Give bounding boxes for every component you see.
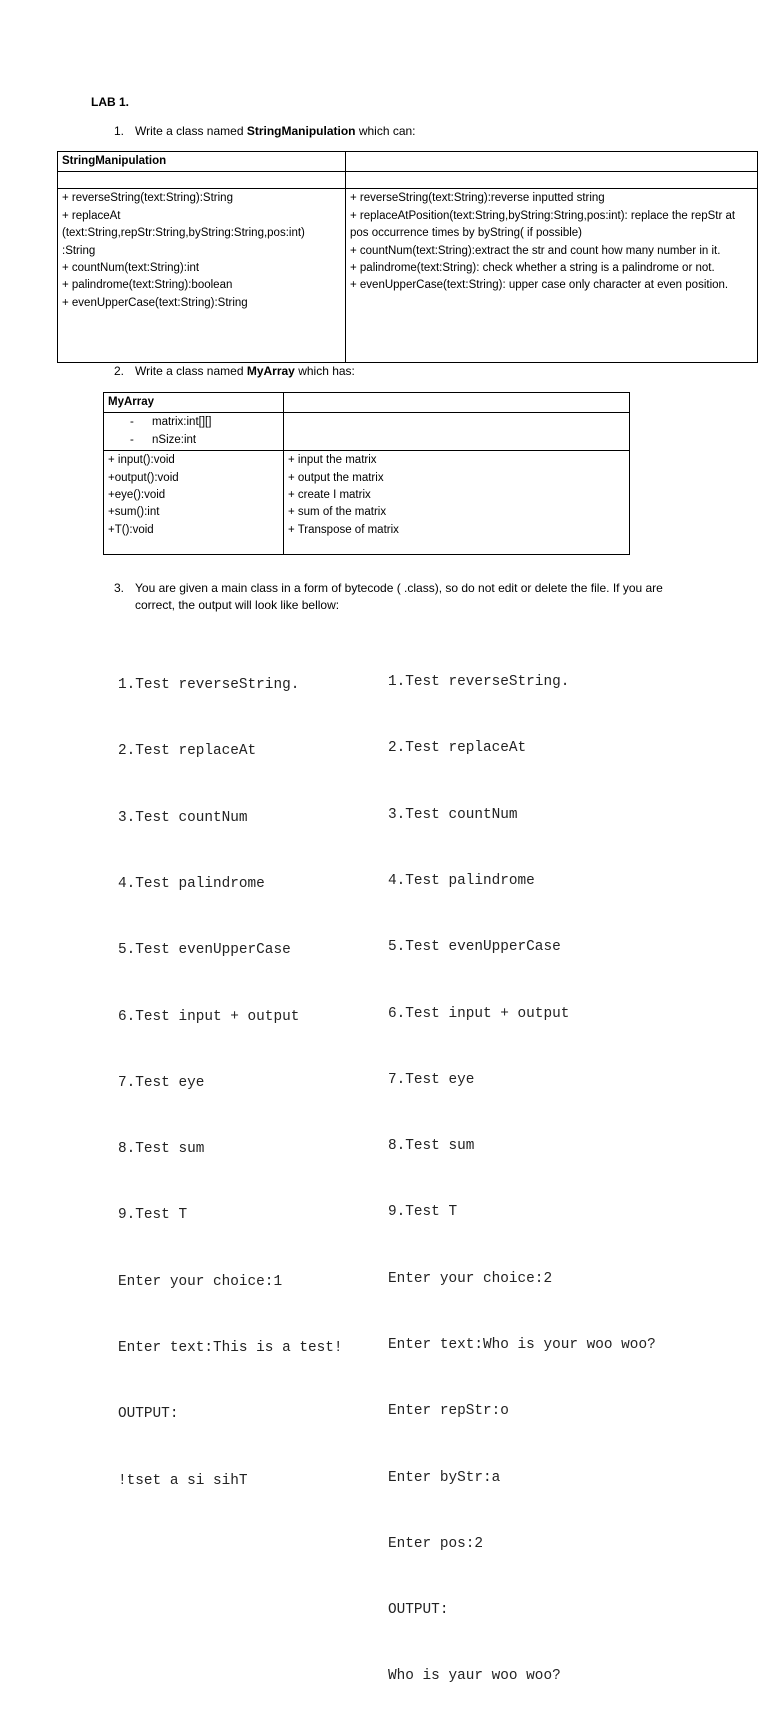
- empty-cell: [284, 413, 630, 451]
- bullet-dash: -: [130, 433, 134, 446]
- method-description: + sum of the matrix: [288, 506, 387, 519]
- method-description: + countNum(text:String):extract the str and count how many number in it.: [350, 244, 721, 257]
- question-number: 2.: [114, 364, 125, 378]
- string-manipulation-table: [57, 151, 758, 363]
- attribute-text: nSize:int: [152, 433, 197, 446]
- bullet-dash: -: [130, 416, 134, 429]
- attributes-row: [58, 172, 758, 189]
- question-text: [135, 123, 416, 140]
- method-description: + replaceAtPosition(text:String,byString:String,pos:int): replace the repStr at pos occurrence times by byString( if possible): [350, 209, 736, 240]
- method-signature: + reverseString(text:String):String: [62, 192, 233, 205]
- methods-cell: [104, 451, 284, 555]
- attributes-row: [104, 413, 630, 451]
- console-line: Enter text:This is a test!: [118, 1340, 343, 1356]
- console-line: 8.Test sum: [118, 1141, 205, 1158]
- console-line: 6.Test input + output: [388, 1005, 570, 1022]
- console-line: 5.Test evenUpperCase: [388, 939, 561, 956]
- console-line: OUTPUT:: [388, 1602, 449, 1619]
- question-suffix: which has:: [294, 364, 355, 378]
- attribute-text: matrix:int[][]: [152, 416, 212, 429]
- descriptions-cell: [284, 451, 630, 555]
- methods-row: [58, 189, 758, 363]
- methods-row: [104, 451, 630, 555]
- empty-cell: [346, 172, 758, 189]
- attributes-cell: [104, 413, 284, 451]
- console-line: 7.Test eye: [388, 1071, 475, 1088]
- console-line: Enter byStr:a: [388, 1469, 501, 1486]
- console-line: 3.Test countNum: [118, 809, 248, 826]
- method-signature: + countNum(text:String):int: [62, 262, 200, 275]
- console-line: 2.Test replaceAt: [388, 740, 527, 757]
- console-line: 6.Test input + output: [118, 1008, 300, 1025]
- method-description: + Transpose of matrix: [288, 523, 399, 536]
- console-line: Who is yaur woo woo?: [388, 1668, 561, 1685]
- console-line: 4.Test palindrome: [118, 876, 265, 893]
- method-description: + input the matrix: [288, 454, 377, 467]
- method-signature: + input():void: [108, 454, 175, 467]
- method-signature: +eye():void: [108, 489, 166, 502]
- console-line: 3.Test countNum: [388, 806, 518, 823]
- console-line: 2.Test replaceAt: [118, 743, 257, 760]
- empty-cell: [346, 152, 758, 172]
- table-header-row: [58, 152, 758, 172]
- table-header-row: [104, 393, 630, 413]
- sample-output-left: [118, 630, 343, 1514]
- console-line: !tset a si sihT: [118, 1472, 248, 1489]
- console-line: OUTPUT:: [118, 1406, 179, 1423]
- console-line: 1.Test reverseString.: [388, 674, 570, 691]
- method-signature: :String: [62, 244, 96, 257]
- method-description: + evenUpperCase(text:String): upper case only character at even position.: [350, 279, 729, 292]
- method-description: + reverseString(text:String):reverse inputted string: [350, 192, 605, 205]
- console-line: Enter pos:2: [388, 1535, 483, 1552]
- console-line: Enter your choice:2: [388, 1270, 553, 1287]
- console-line: 8.Test sum: [388, 1138, 475, 1155]
- console-line: 9.Test T: [388, 1204, 458, 1221]
- question-suffix: which can:: [355, 124, 416, 138]
- console-line: 5.Test evenUpperCase: [118, 942, 291, 959]
- class-name: StringManipulation: [246, 124, 356, 138]
- question-text: [135, 363, 355, 380]
- class-name-cell: MyArray: [104, 393, 284, 413]
- console-line: 4.Test palindrome: [388, 873, 535, 890]
- method-signature: +output():void: [108, 471, 179, 484]
- console-line: 7.Test eye: [118, 1074, 205, 1091]
- my-array-table: [103, 392, 630, 555]
- question-number: 1.: [114, 124, 125, 138]
- console-line: Enter text:Who is your woo woo?: [388, 1337, 656, 1353]
- method-signature: (text:String,repStr:String,byString:String,pos:int): [62, 227, 305, 240]
- console-line: 1.Test reverseString.: [118, 677, 300, 694]
- class-name-cell: StringManipulation: [58, 152, 346, 172]
- console-line: 9.Test T: [118, 1207, 188, 1224]
- question-prefix: Write a class named: [135, 124, 247, 138]
- question-2: [114, 363, 714, 380]
- attributes-cell: [58, 172, 346, 189]
- attribute-item: [108, 414, 279, 431]
- console-line: Enter your choice:1: [118, 1273, 283, 1290]
- method-description: + create I matrix: [288, 489, 371, 502]
- question-text: You are given a main class in a form of bytecode ( .class), so do not edit or delete the file. If you are correct, the output will look like bellow:: [135, 581, 663, 612]
- sample-output-right: [388, 627, 656, 1710]
- method-description: + output the matrix: [288, 471, 384, 484]
- method-signature: +T():void: [108, 523, 154, 536]
- method-signature: + evenUpperCase(text:String):String: [62, 296, 248, 309]
- console-line: Enter repStr:o: [388, 1403, 509, 1420]
- method-description: + palindrome(text:String): check whether a string is a palindrome or not.: [350, 262, 715, 275]
- question-number: 3.: [114, 581, 125, 595]
- question-3: [114, 580, 674, 616]
- question-prefix: Write a class named: [135, 364, 247, 378]
- method-signature: +sum():int: [108, 506, 160, 519]
- method-signature: + replaceAt: [62, 209, 121, 222]
- descriptions-cell: [346, 189, 758, 363]
- lab-title: LAB 1.: [91, 95, 130, 109]
- empty-cell: [284, 393, 630, 413]
- methods-cell: [58, 189, 346, 363]
- attribute-item: [108, 432, 279, 449]
- question-1: [114, 123, 714, 140]
- class-name: MyArray: [246, 364, 295, 378]
- method-signature: + palindrome(text:String):boolean: [62, 279, 233, 292]
